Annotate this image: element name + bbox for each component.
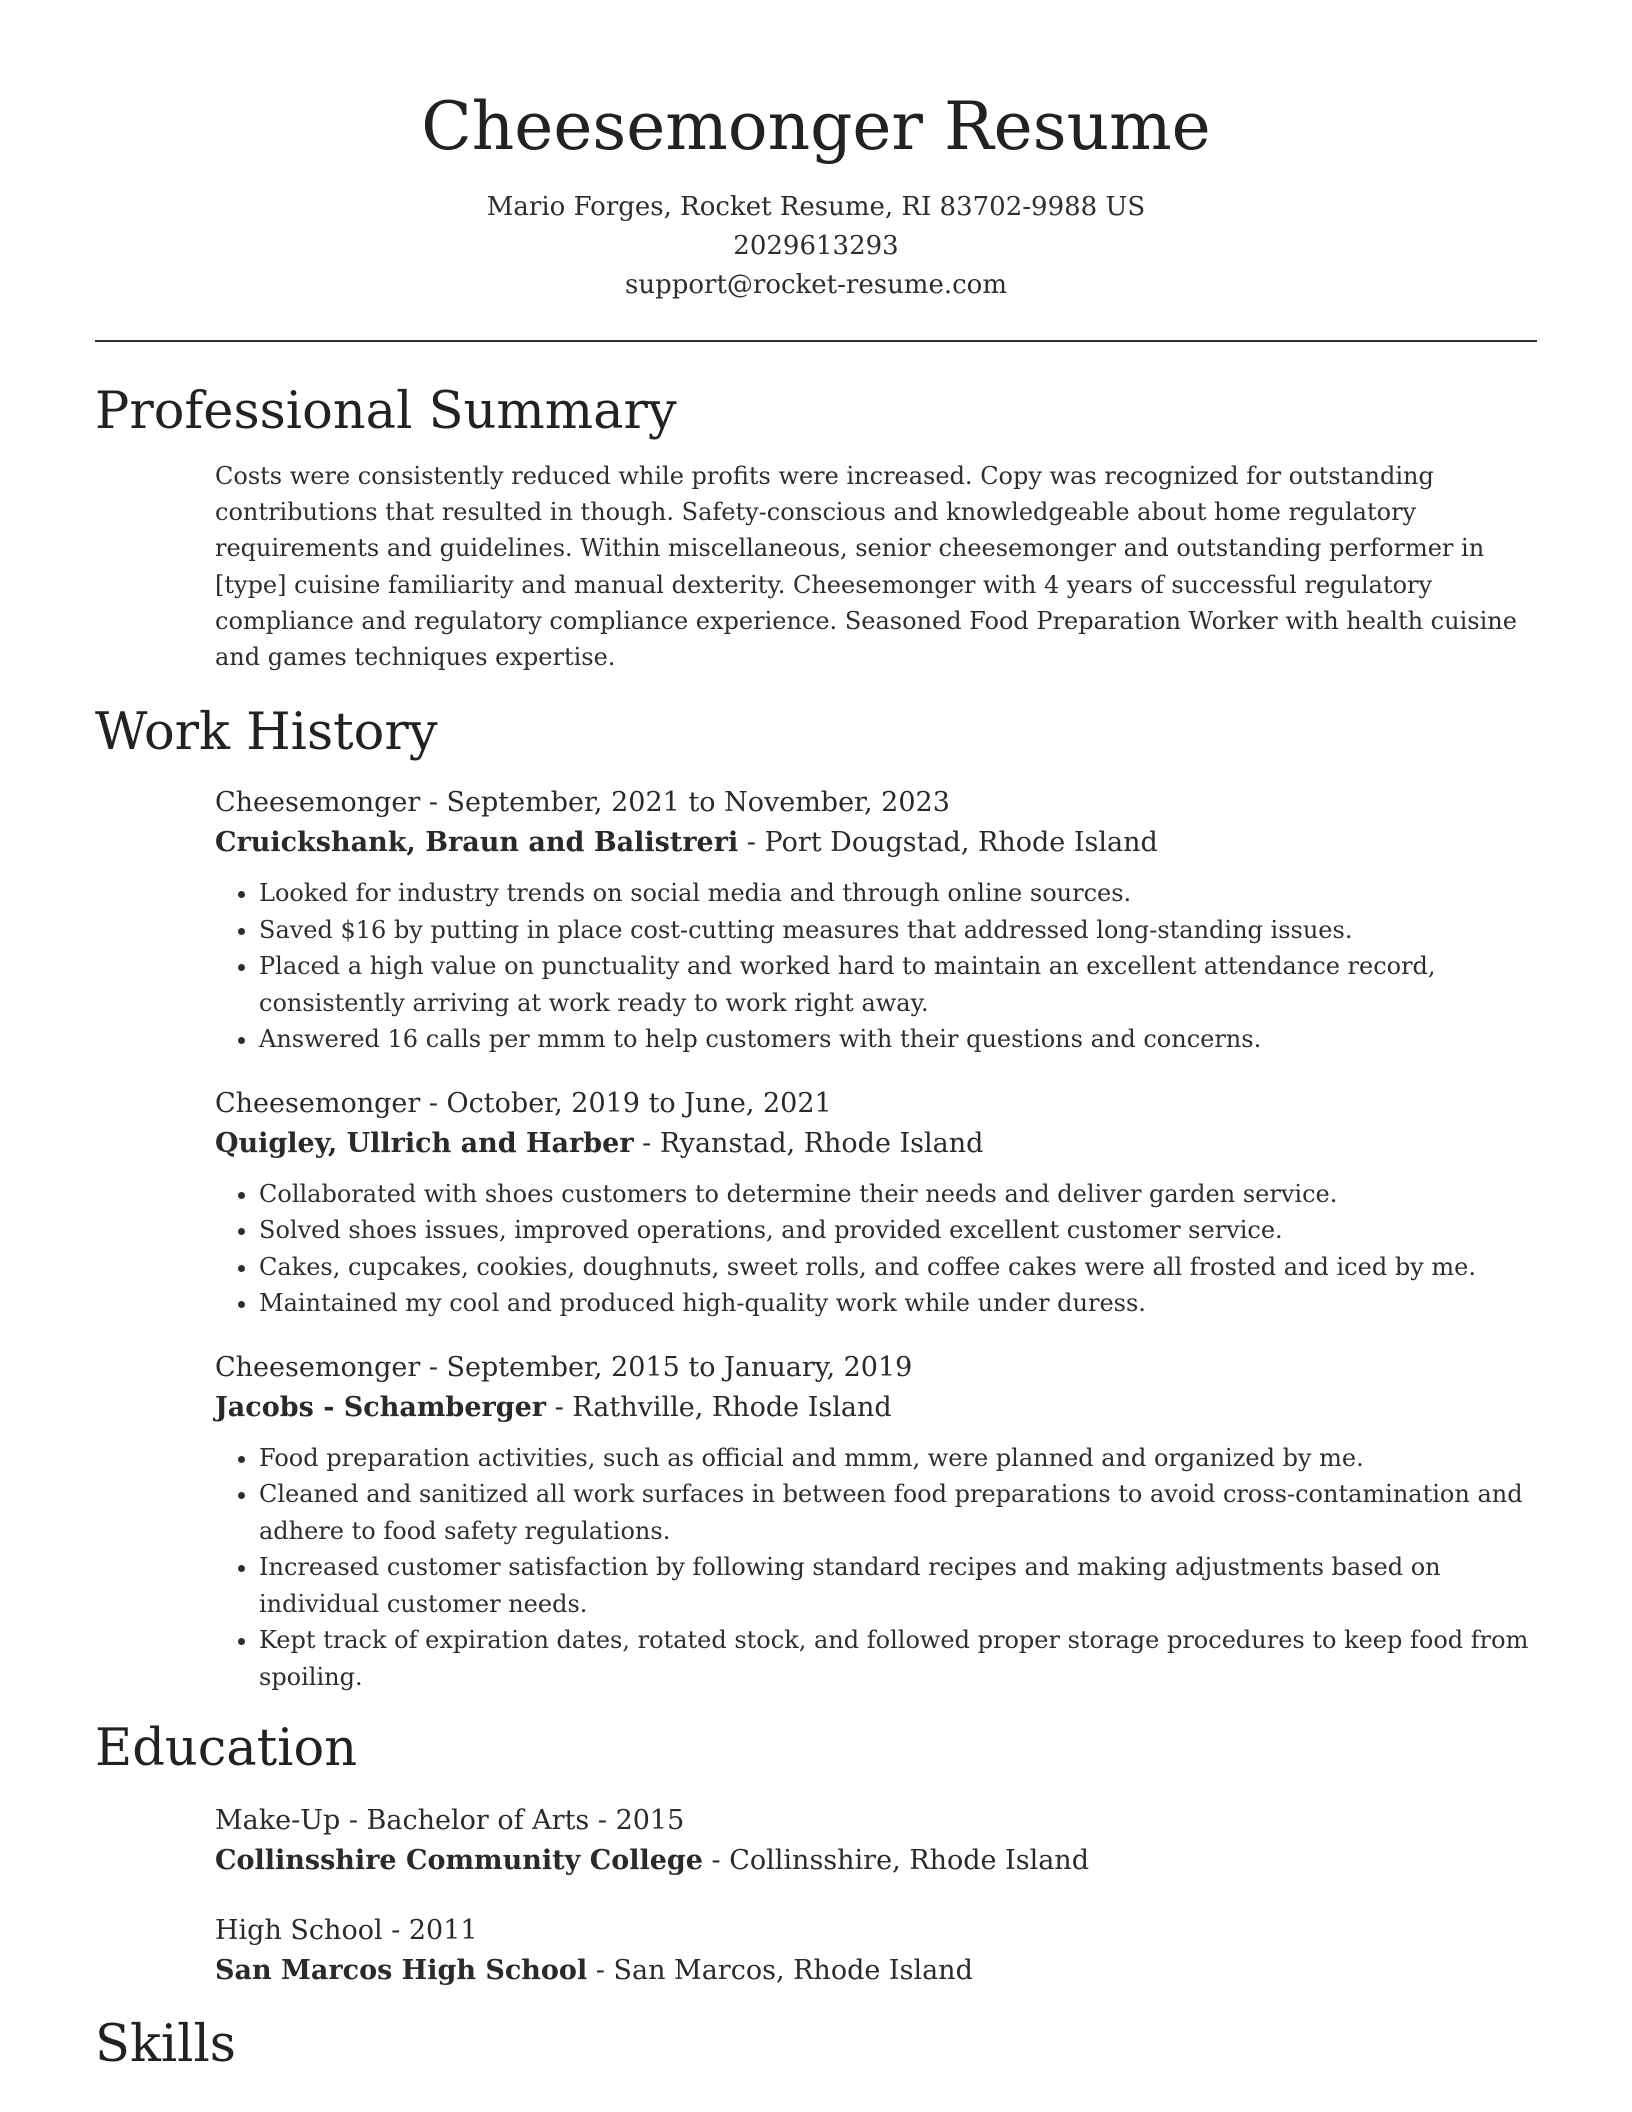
school-location: - Collinsshire, Rhode Island (702, 1845, 1089, 1877)
degree-line: Make-Up - Bachelor of Arts - 2015 (215, 1805, 685, 1837)
company-name: Quigley, Ullrich and Harber (215, 1127, 634, 1159)
job-title-line: Cheesemonger - September, 2021 to November, 2023 (215, 787, 950, 819)
job-company-line (215, 1124, 1537, 1164)
job-location: - Ryanstad, Rhode Island (633, 1127, 984, 1159)
contact-address: Mario Forges, Rocket Resume, RI 83702-9988 US (486, 192, 1146, 222)
job-location: - Port Dougstad, Rhode Island (738, 827, 1158, 859)
job-bullet: • Cakes, cupcakes, cookies, doughnuts, sweet rolls, and coffee cakes were all frosted and iced by me. (259, 1249, 1537, 1286)
job-bullet: • Looked for industry trends on social media and through online sources. (259, 875, 1537, 912)
school-location: - San Marcos, Rhode Island (587, 1955, 973, 1987)
education-entry (215, 1911, 1537, 1991)
job-bullet: • Placed a high value on punctuality and worked hard to maintain an excellent attendance record, consistently arriving at work ready to work right away. (259, 948, 1537, 1021)
degree-line: High School - 2011 (215, 1915, 478, 1947)
job-entry (215, 783, 1537, 1058)
school-line (215, 1951, 1537, 1991)
job-entry (215, 1348, 1537, 1696)
work-history-heading: Work History (95, 703, 438, 763)
company-name: Cruickshank, Braun and Balistreri (215, 827, 739, 859)
job-bullet: • Answered 16 calls per mmm to help customers with their questions and concerns. (259, 1021, 1537, 1058)
summary-heading: Professional Summary (95, 382, 677, 441)
resume-title: Cheesemonger Resume (421, 88, 1211, 165)
education-heading: Education (95, 1719, 358, 1779)
job-bullet: • Solved shoes issues, improved operations, and provided excellent customer service. (259, 1212, 1537, 1249)
education-section (95, 1715, 1537, 1991)
summary-section (95, 378, 1537, 675)
work-history-section (95, 699, 1537, 1695)
contact-phone: 2029613293 (733, 231, 899, 261)
resume-content (95, 378, 1537, 2079)
summary-text: Costs were consistently reduced while profits were increased. Copy was recognized for outstanding contributions that resulted in though. Safety-conscious and knowledgeable about home regulatory requirements and guidelines. Within miscellaneous, senior cheesemonger and outstanding performer in [type] cuisine familiarity and manual dexterity. Cheesemonger with 4 years of successful regulatory compliance and regulatory compliance experience. Seasoned Food Preparation Worker with health cuisine and games techniques expertise. (215, 462, 1517, 672)
job-bullets (215, 1440, 1537, 1696)
job-title-line: Cheesemonger - September, 2015 to January, 2019 (215, 1351, 913, 1383)
skills-section (95, 2011, 1537, 2079)
contact-email: support@rocket-resume.com (624, 270, 1007, 300)
education-entry (215, 1801, 1537, 1881)
header-divider (95, 340, 1537, 342)
company-name: Jacobs - Schamberger (215, 1391, 547, 1423)
job-bullet: • Maintained my cool and produced high-quality work while under duress. (259, 1285, 1537, 1322)
school-name: Collinsshire Community College (215, 1845, 703, 1877)
contact-block (0, 188, 1632, 305)
resume-header (0, 84, 1632, 305)
job-location: - Rathville, Rhode Island (546, 1391, 892, 1423)
job-company-line (215, 823, 1537, 863)
school-line (215, 1841, 1537, 1881)
job-bullets (215, 875, 1537, 1058)
job-bullet: • Food preparation activities, such as official and mmm, were planned and organized by me. (259, 1440, 1537, 1477)
job-title-line: Cheesemonger - October, 2019 to June, 2021 (215, 1087, 832, 1119)
skills-heading: Skills (95, 2015, 236, 2075)
job-bullet: • Cleaned and sanitized all work surfaces in between food preparations to avoid cross-contamination and adhere to food safety regulations. (259, 1476, 1537, 1549)
job-bullet: • Kept track of expiration dates, rotated stock, and followed proper storage procedures to keep food from spoiling. (259, 1622, 1537, 1695)
job-bullet: • Saved $16 by putting in place cost-cutting measures that addressed long-standing issues. (259, 912, 1537, 949)
job-entry (215, 1084, 1537, 1322)
job-bullet: • Increased customer satisfaction by following standard recipes and making adjustments based on individual customer needs. (259, 1549, 1537, 1622)
job-bullet: • Collaborated with shoes customers to determine their needs and deliver garden service. (259, 1176, 1537, 1213)
school-name: San Marcos High School (215, 1955, 588, 1987)
job-company-line (215, 1388, 1537, 1428)
job-bullets (215, 1176, 1537, 1322)
